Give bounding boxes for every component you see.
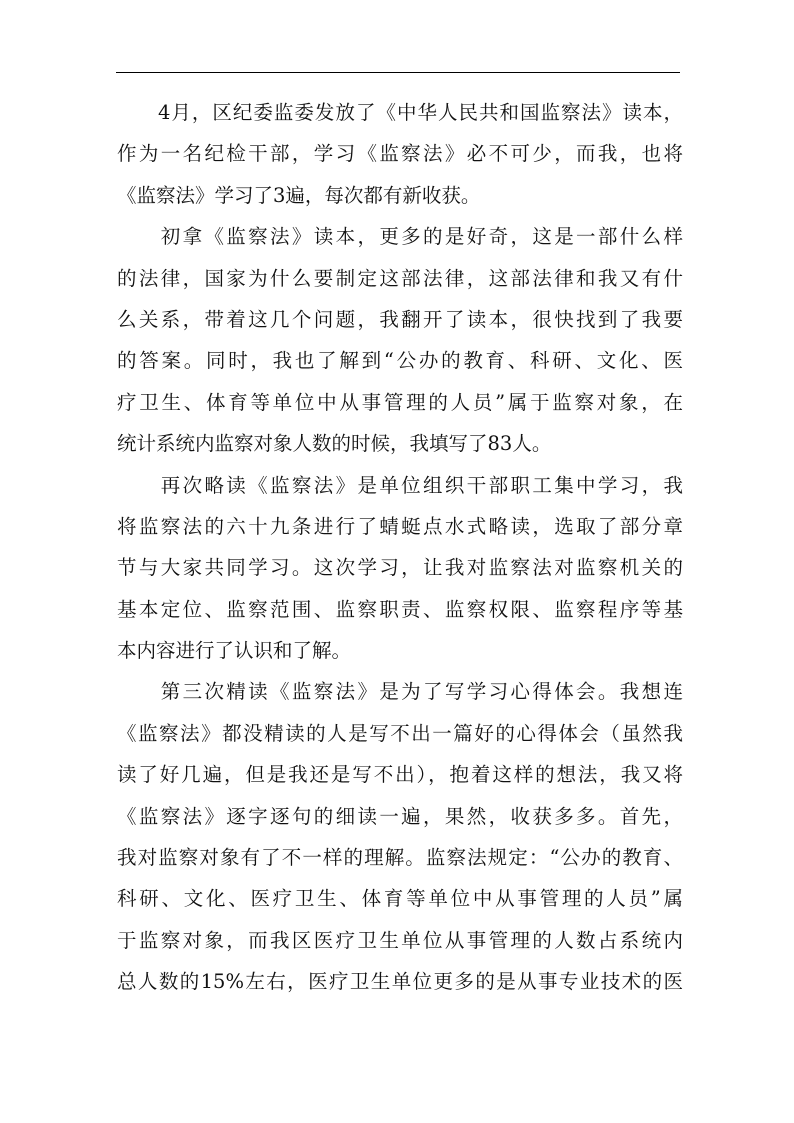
text-line: 的法律，国家为什么要制定这部法律，这部法律和我又有什: [117, 266, 683, 290]
text-line: 《监察法》都没精读的人是写不出一篇好的心得体会（虽然我: [117, 721, 683, 745]
text-line: 疗卫生、体育等单位中从事管理的人员”属于监察对象，在: [117, 390, 683, 414]
text-line: 基本定位、监察范围、监察职责、监察权限、监察程序等基: [117, 597, 683, 621]
text-line: 再次略读《监察法》是单位组织干部职工集中学习，我: [117, 473, 683, 497]
header-rule: [116, 72, 680, 73]
text-line: 总人数的15%左右，医疗卫生单位更多的是从事专业技术的医: [117, 970, 683, 994]
body-text: [117, 92, 683, 1003]
text-line: 《监察法》逐字逐句的细读一遍，果然，收获多多。首先，: [117, 804, 683, 828]
text-line: 本内容进行了认识和了解。: [117, 639, 352, 663]
text-line: 节与大家共同学习。这次学习，让我对监察法对监察机关的: [117, 556, 683, 580]
text-line: 么关系，带着这几个问题，我翻开了读本，很快找到了我要: [117, 307, 683, 331]
text-line: 统计系统内监察对象人数的时候，我填写了83人。: [117, 432, 552, 456]
text-line: 将监察法的六十九条进行了蜻蜓点水式略读，选取了部分章: [117, 514, 683, 538]
text-line: 第三次精读《监察法》是为了写学习心得体会。我想连: [117, 680, 683, 704]
text-line: 我对监察对象有了不一样的理解。监察法规定：“公办的教育、: [117, 846, 683, 870]
text-line: 读了好几遍，但是我还是写不出），抱着这样的想法，我又将: [117, 763, 683, 787]
text-line: 作为一名纪检干部，学习《监察法》必不可少，而我，也将: [117, 142, 683, 166]
text-line: 的答案。同时，我也了解到“公办的教育、科研、文化、医: [117, 349, 683, 373]
text-line: 初拿《监察法》读本，更多的是好奇，这是一部什么样: [117, 225, 683, 249]
text-line: 科研、文化、医疗卫生、体育等单位中从事管理的人员”属: [117, 887, 683, 911]
text-line: 《监察法》学习了3遍，每次都有新收获。: [117, 183, 481, 207]
text-line: 4月，区纪委监委发放了《中华人民共和国监察法》读本，: [117, 101, 683, 124]
text-line: 于监察对象，而我区医疗卫生单位从事管理的人数占系统内: [117, 928, 683, 952]
